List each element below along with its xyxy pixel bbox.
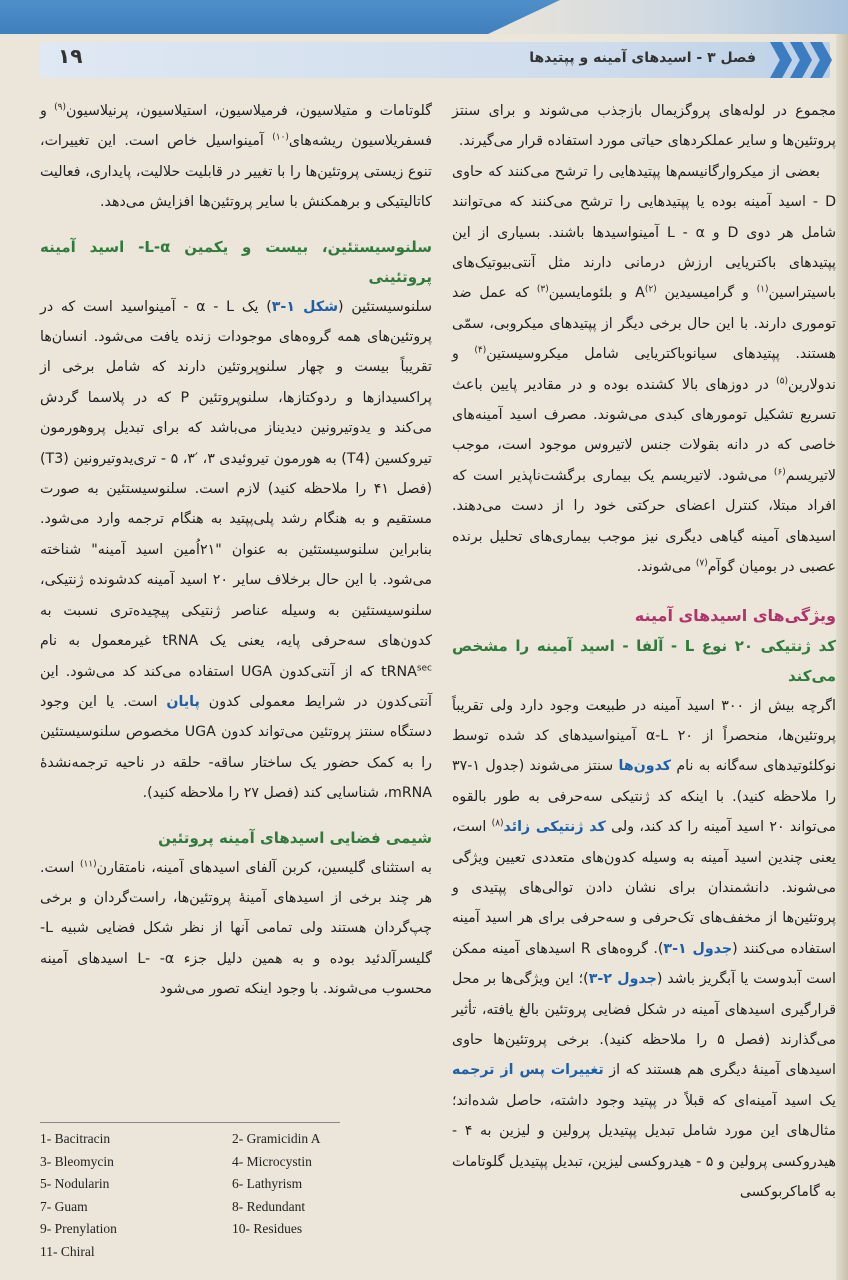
footnote: 7- Guam: [40, 1198, 88, 1214]
right-column: [452, 96, 836, 1207]
footnote: 3- Bleomycin: [40, 1153, 114, 1169]
chapter-title: فصل ۳ - اسیدهای آمینه و پپتیدها: [529, 50, 756, 66]
paragraph: مجموع در لوله‌های پروگزیمال بازجذب می‌شوند و برای سنتز پروتئین‌ها و سایر عملکردهای حیاتی مورد استفاده قرار می‌گیرند.: [452, 103, 836, 150]
term-stop: پایان: [166, 693, 200, 710]
table-ref: جدول ۲-۳: [588, 971, 657, 988]
subsection-heading: کد ژنتیکی ۲۰ نوع L - آلفا - اسید آمینه را مشخص می‌کند: [452, 636, 836, 685]
term-redundant-code: کد ژنتیکی زائد: [503, 819, 606, 836]
paragraph: به استثنای گلیسین، کربن آلفای اسیدهای آمینه، نامتقارن$^{(۱۱)}$ است. هر چند برخی از اسیدهای آمینهٔ پروتئین‌ها، راست‌گردان و برخی چپ‌گردان هستند ولی تمامی آنها از نظر شکل فضایی شبیه L- گلیسرآلدئید بوده و به همین دلیل جزء L- -α اسیدهای آمینه محسوب می‌شوند. با وجود اینکه تصور می‌شود: [40, 858, 432, 998]
paragraph: سلنوسیستئین (شکل ۱-۳) یک α - L - آمینواسید است که در پروتئین‌های همه گروه‌های موجودات زنده یافت می‌شود. انسان‌ها تقریباً بیست و چهار سلنوپروتئین دارند که شامل برخی از پراکسیدازها و ردوکتازها، سلنوپروتئین P که در پلاسما گردش می‌کند و یدوتیرونین دیدیناز می‌باشد که برای تبدیل پروهورمون تیروکسین (T4) به هورمون تیروئیدی ۳، ′۳، ۵ - تری‌یدوتیرونین (T3) (فصل ۴۱ را ملاحظه کنید) لازم است. سلنوسیستئین به صورت مستقیم و به هنگام رشد پلی‌پپتید به هنگام ترجمه وارد می‌شود. بنابراین سلنوسیستئین به عنوان "۲۱اُمین اسید آمینه" شناخته می‌شود. با این حال برخلاف سایر ۲۰ اسید آمینه کدشونده ژنتیکی، سلنوسیستئین به وسیله عناصر ژنتیکی پیچیده‌تری نسبت به کدون‌های سه‌حرفی پایه، یعنی یک tRNA غیرمعمول به نام tRNA$^{sec}$ که از آنتی‌کدون UGA استفاده می‌کند کد می‌شود. این آنتی‌کدون در شرایط معمولی کدون پایان است. یا این وجود دستگاه سنتز پروتئین می‌تواند کدون UGA مخصوص سلنوسیستئین را به کمک حضور یک ساختار ساقه- حلقه در ناحیه ترجمه‌نشدهٔ mRNA، شناسایی کند (فصل ۲۷ را ملاحظه کنید).: [40, 298, 433, 802]
page-number: ۱۹: [58, 44, 83, 68]
figure-ref: شکل ۱-۳: [271, 298, 339, 315]
footnote: 8- Redundant: [232, 1198, 306, 1214]
paragraph: اگرچه بیش از ۳۰۰ اسید آمینه در طبیعت وجود دارد ولی تقریباً پروتئین‌ها، منحصراً از ۲۰ α-L آمینواسیدهای کد شده توسط نوکلئوتیدهای سه‌گانه به نام کدون‌ها سنتز می‌شوند (جدول ۱-۳۷ را ملاحظه کنید). با اینکه کد ژنتیکی سه‌حرفی به طور بالقوه می‌تواند ۲۰ اسید آمینه را کد کند، ولی کد ژنتیکی زائد$^{(۸)}$ است، یعنی چندین اسید آمینه به وسیله کدون‌های متعددی تعیین ویژگی می‌شوند. دانشمندان برای نشان دادن توالی‌های پپتیدی و پروتئین‌ها از مخفف‌های تک‌حرفی و سه‌حرفی برای هر اسید آمینه استفاده می‌کنند (جدول ۱-۳). گروه‌های R اسیدهای آمینه ممکن است آبدوست یا آبگریز باشد (جدول ۲-۳)؛ این ویژگی‌ها بر محل قرارگیری اسیدهای آمینه در شکل فضایی پروتئین بالغ یافته، تأثیر می‌گذارند (فصل ۵ را ملاحظه کنید). برخی پروتئین‌ها حاوی اسیدهای آمینهٔ دیگری هم هستند که از تغییرات پس از ترجمه یک اسید آمینه‌ای که قبلاً در پپتید وجود داشته، حاصل شده‌اند؛ مثال‌های این مورد شامل تبدیل پپتیدیل پرولین و لیزین به ۴ - هیدروکسی پرولین و ۵ - هیدروکسی لیزین، تبدیل پپتیدیل گلوتامات به گاماکربوکسی: [452, 697, 836, 1200]
footnote: 5- Nodularin: [40, 1176, 110, 1191]
paragraph: بعضی از میکروارگانیسم‌ها پپتیدهایی را ترشح می‌کنند که حاوی D - اسید آمینه بوده یا پپتیدهایی را ترشح می‌کنند که می‌توانند شامل هر دوی D و L - α آمینواسیدها باشند. بسیاری از این پپتیدهای باکتریایی ارزش درمانی دارند مثل آنتی‌بیوتیک‌های باسیتراسین$^{(۱)}$ و گرامیسیدین $A^{(۲)}$ و بلئومایسین$^{(۳)}$ که عمل ضد توموری دارند. با این حال برخی دیگر از پپتیدهای میکروبی، سمّی هستند. پپتیدهای سیانوباکتریایی شامل میکروسیستین$^{(۴)}$ و ندولارین$^{(۵)}$ در دوزهای بالا کشنده بوده و در مقادیر پایین باعث تسریع تشکیل تومورهای کبدی می‌شوند. مصرف اسید آمینه‌های خاصی که در دانه بقولات جنس لاتیروس موجود است، موجب لاتیریسم$^{(۶)}$ می‌شود. لاتیریسم یک بیماری برگشت‌ناپذیر است که افراد مبتلا، کنترل اعضای حرکتی خود را از دست می‌دهند. اسیدهای آمینه گیاهی دیگری نیز موجب بیماری‌های تحلیل برنده عصبی در بومیان گوآم$^{(۷)}$ می‌شوند.: [452, 163, 837, 576]
top-decorative-band: [0, 0, 848, 34]
subsection-heading: سلنوسیستئین، بیست و یکمین L-α- اسید آمینه پروتئینی: [40, 237, 433, 286]
left-column: [40, 96, 432, 1005]
term-codons: کدون‌ها: [618, 758, 672, 775]
footnote: 11- Chiral: [40, 1243, 95, 1259]
table-ref: جدول ۱-۳: [663, 940, 733, 957]
footnote: 4- Microcystin: [232, 1153, 312, 1169]
page-edge-shadow: [836, 34, 848, 1280]
section-heading: ویژگی‌های اسیدهای آمینه: [634, 605, 836, 625]
footnote: 9- Prenylation: [40, 1221, 117, 1236]
footnotes: [40, 1122, 340, 1262]
paragraph: گلوتامات و متیلاسیون، فرمیلاسیون، استیلاسیون، پرنیلاسیون$^{(۹)}$ و فسفریلاسیون ریشه‌های$^{(۱۰)}$ آمینواسیل خاص است. این تغییرات، تنوع زیستی پروتئین‌ها را با تغییر در قابلیت حلالیت، پایداری، فعالیت کاتالیتیکی و برهمکنش با سایر پروتئین‌ها افزایش می‌دهد.: [40, 102, 432, 211]
footnote: 6- Lathyrism: [232, 1176, 303, 1191]
chevron-arrows-icon: [754, 40, 834, 80]
term-ptm: تغییرات پس از ترجمه: [452, 1062, 604, 1079]
footnote: 1- Bacitracin: [40, 1131, 111, 1146]
subsection-heading: شیمی فضایی اسیدهای آمینه پروتئین: [158, 828, 432, 847]
footnote: 10- Residues: [232, 1221, 303, 1236]
footnote: 2- Gramicidin A: [232, 1131, 321, 1146]
